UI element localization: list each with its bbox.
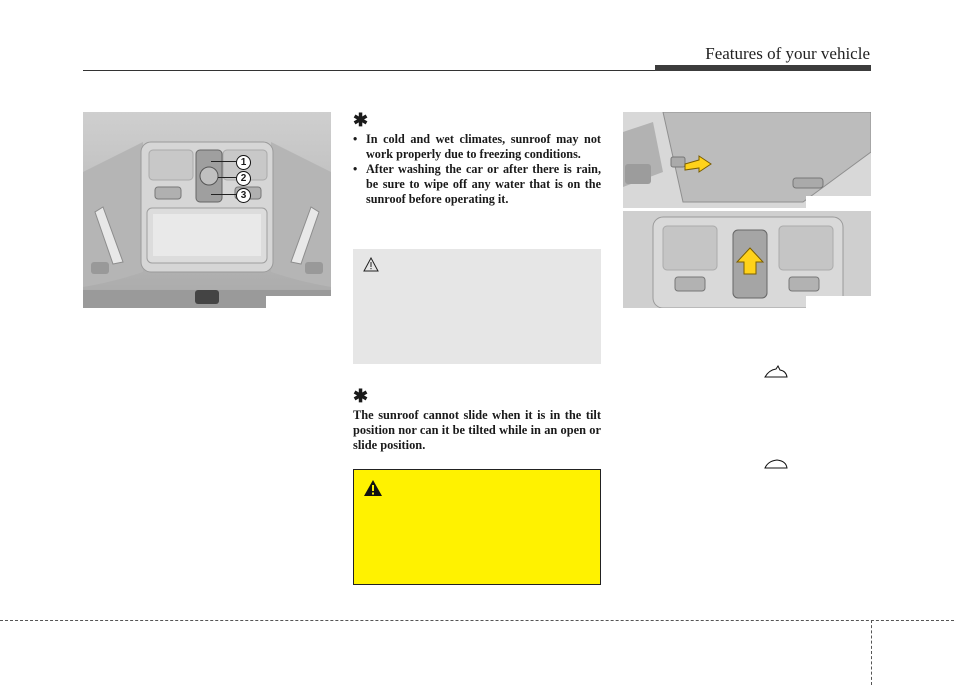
callout-3: 3: [236, 188, 251, 203]
figure-code-box: [266, 296, 331, 308]
header-bar: [655, 65, 871, 71]
callout-2: 2: [236, 171, 251, 186]
sunroof-photo: [623, 112, 871, 308]
callout-leader-line-2: [218, 177, 236, 178]
callout-leader-lines: [211, 161, 236, 162]
warning-box: [353, 469, 601, 585]
notice-1-item: • After washing the car or after there is rain, be sure to wipe off any water that is on the sunroof before operating it.: [353, 162, 601, 207]
callout-leader-line-3: [211, 194, 236, 195]
footer-rule: [0, 620, 954, 621]
notice-symbol-1: ✱: [353, 110, 369, 130]
caution-box: [353, 249, 601, 364]
section-title: Features of your vehicle: [705, 44, 870, 63]
sunroof-tilt-up-icon: [764, 365, 788, 379]
caution-triangle-icon: [363, 257, 379, 272]
notice-1-list: [353, 132, 601, 207]
header-rule: [83, 70, 655, 71]
footer-divider: [871, 620, 872, 685]
figure-code-box-top: [806, 196, 871, 208]
notice-2-text: The sunroof cannot slide when it is in the tilt position nor can it be tilted while in an open or slide position.: [353, 408, 601, 452]
callout-1: 1: [236, 155, 251, 170]
warning-triangle-icon: [363, 479, 383, 497]
sunroof-closed-icon: [764, 458, 788, 470]
notice-symbol-2: ✱: [353, 386, 369, 406]
overhead-console-photo: [83, 112, 331, 308]
figure-code-box-bottom: [806, 296, 871, 308]
notice-1-item: • In cold and wet climates, sunroof may not work properly due to freezing conditions.: [353, 132, 601, 162]
